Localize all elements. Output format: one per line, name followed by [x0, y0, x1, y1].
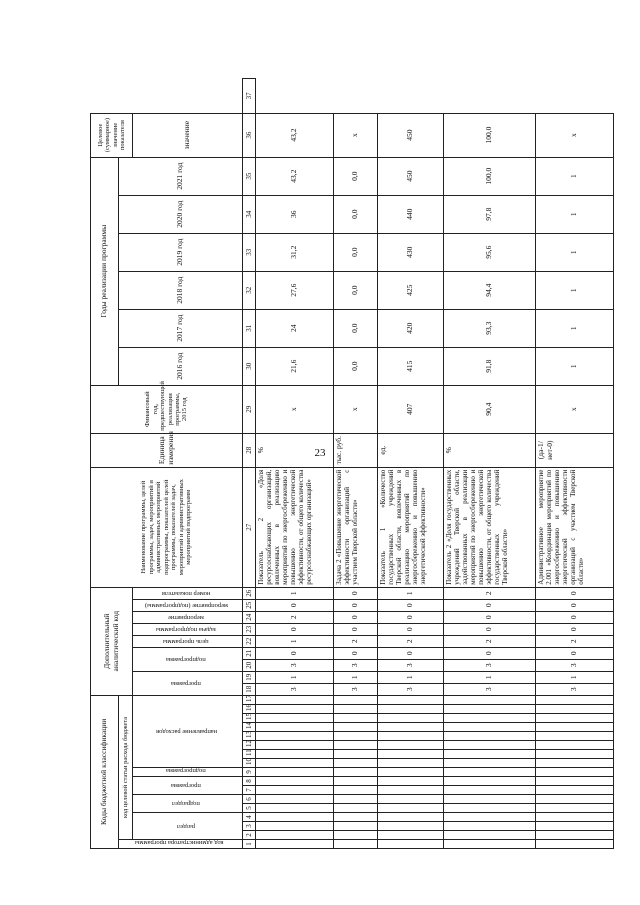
budget-code-cell — [378, 705, 444, 714]
rotated-table-area — [90, 78, 586, 849]
budget-code-cell — [444, 768, 536, 777]
col-number: 4 — [243, 813, 256, 822]
budget-code-cell — [256, 723, 334, 732]
budget-code-cell — [444, 750, 536, 759]
budget-code-cell — [256, 777, 334, 786]
fin-year-header: Финансовый год, предшествующий реализации программы, 2015 год — [91, 385, 243, 433]
analytic-code-cell: 1 — [256, 587, 334, 599]
analytic-code-cell: 3 — [444, 659, 536, 671]
row-fin-year: х — [334, 385, 378, 433]
analytic-code-cell: 0 — [536, 611, 614, 623]
budget-code-cell — [444, 741, 536, 750]
row-year-value: 0,0 — [334, 347, 378, 385]
budget-code-cell — [256, 695, 334, 704]
budget-code-cell — [334, 822, 378, 831]
budget-code-cell — [444, 723, 536, 732]
budget-code-cell — [444, 831, 536, 840]
subsection-header: подраздел — [172, 800, 201, 808]
row-target: 43,2 — [256, 113, 334, 157]
row-year-value: 1 — [536, 233, 614, 271]
budget-code-cell — [256, 741, 334, 750]
col-number: 5 — [243, 804, 256, 813]
budget-code-cell — [378, 768, 444, 777]
budget-code-cell — [334, 705, 378, 714]
name-column-header: Наименование программы, целей программы, задач, мероприятий и административных мероприятий подпрограммы, показателей целей программы, показателей задач, мероприятий и административных мероприятий подпрограмм — [91, 467, 243, 587]
table-row — [378, 79, 444, 849]
budget-code-cell — [334, 714, 378, 723]
analytic-code-cell: 0 — [444, 599, 536, 611]
row-year-value: 97,8 — [444, 195, 536, 233]
row-year-value: 430 — [378, 233, 444, 271]
row-unit: тыс. руб. — [334, 433, 378, 467]
col-number: 16 — [243, 705, 256, 714]
col-number: 13 — [243, 732, 256, 741]
row-fin-year: х — [536, 385, 614, 433]
col-number: 12 — [243, 741, 256, 750]
budget-code-cell — [444, 705, 536, 714]
budget-code-cell — [334, 768, 378, 777]
budget-code-cell — [378, 732, 444, 741]
budget-code-cell — [378, 695, 444, 704]
row-target: х — [334, 113, 378, 157]
row-unit: ед. — [378, 433, 444, 467]
budget-code-cell — [536, 768, 614, 777]
budget-code-cell — [256, 822, 334, 831]
row-unit: (да-1/нет-0) — [536, 433, 614, 467]
row-year-value: 450 — [378, 157, 444, 195]
budget-code-cell — [334, 804, 378, 813]
row-year-value: 420 — [378, 309, 444, 347]
analytic-code-cell: 3 — [536, 659, 614, 671]
budget-code-cell — [536, 705, 614, 714]
analytic-code-cell: 0 — [444, 647, 536, 659]
col-number: 26 — [243, 587, 256, 599]
budget-code-cell — [378, 840, 444, 849]
budget-code-cell — [378, 741, 444, 750]
budget-code-cell — [256, 732, 334, 741]
col-number: 15 — [243, 714, 256, 723]
analytic-code-cell: 1 — [536, 671, 614, 683]
analytic-code-cell: 2 — [378, 635, 444, 647]
budget-classification-header: Коды бюджетной классификации — [91, 695, 119, 848]
col-number: 17 — [243, 695, 256, 704]
budget-code-cell — [334, 741, 378, 750]
analytic-code-cell: 3 — [256, 659, 334, 671]
analytic-code-cell: 0 — [536, 623, 614, 635]
budget-code-cell — [444, 840, 536, 849]
row-fin-year: 90,4 — [444, 385, 536, 433]
budget-code-cell — [444, 695, 536, 704]
analytic-code-cell: 1 — [444, 671, 536, 683]
a-indicator-header: номер показателя — [161, 589, 211, 597]
analytic-code-cell: 1 — [256, 635, 334, 647]
budget-code-cell — [256, 813, 334, 822]
row-year-value: 1 — [536, 309, 614, 347]
analytic-code-cell: 0 — [378, 611, 444, 623]
analytic-code-cell: 0 — [536, 587, 614, 599]
a-event-sub-header: мероприятие (подпрограммы) — [144, 601, 228, 609]
row-year-value: 100,0 — [444, 157, 536, 195]
row-unit: % — [444, 433, 536, 467]
row-fin-year: х — [256, 385, 334, 433]
budget-code-cell — [334, 786, 378, 795]
row-year-value: 94,4 — [444, 271, 536, 309]
budget-code-cell — [256, 759, 334, 768]
row-year-value: 93,3 — [444, 309, 536, 347]
years-header: Годы реализации программы — [91, 157, 119, 385]
analytic-code-cell: 3 — [334, 659, 378, 671]
col-number: 19 — [243, 671, 256, 683]
col-number: 18 — [243, 683, 256, 695]
row-year-value: 0,0 — [334, 233, 378, 271]
budget-code-cell — [334, 759, 378, 768]
row-name: Административное мероприятие 2.001 «Координация мероприятий по энергосбережению и повышению энергетической эффективности организаций с участием Тверской области» — [536, 467, 614, 587]
row-name: Показатель 2 «Доля ресурсоснабжающих организаций, вовлеченных в реализацию мероприятий по энергосбережению и повышению энергетической эффективности, от общего количества ресурсоснабжающих организаций» — [256, 467, 334, 587]
col-number: 28 — [243, 433, 256, 467]
analytic-code-cell: 1 — [378, 587, 444, 599]
table-row — [334, 79, 378, 849]
budget-code-cell — [256, 714, 334, 723]
budget-code-cell — [378, 723, 444, 732]
budget-code-cell — [536, 741, 614, 750]
a-goal-header: цель программы — [163, 637, 209, 645]
year-2021-header: 2021 год — [119, 157, 243, 195]
budget-code-cell — [378, 759, 444, 768]
budget-code-cell — [536, 804, 614, 813]
row-year-value: 0,0 — [334, 309, 378, 347]
row-target: х — [536, 113, 614, 157]
budget-code-cell — [378, 804, 444, 813]
page-number: 23 — [314, 447, 326, 459]
analytic-code-cell: 3 — [256, 683, 334, 695]
row-year-value: 31,2 — [256, 233, 334, 271]
analytic-code-cell: 2 — [256, 611, 334, 623]
year-2018-header: 2018 год — [119, 271, 243, 309]
budget-code-cell — [256, 804, 334, 813]
row-year-value: 43,2 — [256, 157, 334, 195]
budget-code-cell — [536, 786, 614, 795]
rotated-table — [90, 78, 586, 849]
analytic-code-cell: 1 — [256, 671, 334, 683]
budget-code-cell — [378, 714, 444, 723]
analytic-code-cell: 0 — [378, 647, 444, 659]
row-year-value: 1 — [536, 157, 614, 195]
col-number: 3 — [243, 822, 256, 831]
analytic-code-cell: 0 — [256, 599, 334, 611]
col-number: 8 — [243, 777, 256, 786]
analytic-code-cell: 0 — [334, 623, 378, 635]
col-number: 32 — [243, 271, 256, 309]
analytic-code-cell: 3 — [378, 659, 444, 671]
col-number: 21 — [243, 647, 256, 659]
program-table — [90, 78, 614, 849]
col-number: 36 — [243, 113, 256, 157]
budget-code-cell — [334, 813, 378, 822]
row-unit: % — [256, 433, 334, 467]
table-body — [256, 79, 614, 849]
column-number-row — [243, 79, 256, 849]
budget-code-cell — [536, 732, 614, 741]
budget-code-cell — [256, 840, 334, 849]
analytic-code-cell: 3 — [378, 683, 444, 695]
program-header: программа — [171, 782, 202, 790]
col-number: 23 — [243, 623, 256, 635]
col-number: 22 — [243, 635, 256, 647]
budget-code-cell — [378, 786, 444, 795]
row-name: Показатель 1 «Количество государственных учреждений Тверской области, вовлеченных в реализацию мероприятий по энергосбережению и повышению энергетической эффективности» — [378, 467, 444, 587]
budget-code-cell — [378, 777, 444, 786]
budget-code-cell — [334, 723, 378, 732]
col-number: 1 — [243, 840, 256, 849]
col-number: 33 — [243, 233, 256, 271]
analytic-code-cell: 1 — [334, 671, 378, 683]
col-number: 14 — [243, 723, 256, 732]
year-2016-header: 2016 год — [119, 347, 243, 385]
col-number: 25 — [243, 599, 256, 611]
budget-code-cell — [444, 795, 536, 804]
row-name: Задача 2 «Повышение энергетической эффективности организаций с участием Тверской области» — [334, 467, 378, 587]
analytic-code-cell: 0 — [378, 623, 444, 635]
analytic-code-cell: 2 — [334, 635, 378, 647]
analytic-code-cell: 0 — [444, 611, 536, 623]
year-2019-header: 2019 год — [119, 233, 243, 271]
row-year-value: 27,6 — [256, 271, 334, 309]
budget-sub-header: код целевой статьи расхода бюджета — [119, 695, 133, 839]
unit-column-header: Единица измерения — [91, 433, 243, 467]
row-year-value: 415 — [378, 347, 444, 385]
analytic-code-cell: 0 — [334, 647, 378, 659]
budget-code-cell — [536, 813, 614, 822]
budget-code-cell — [378, 750, 444, 759]
row-fin-year: 407 — [378, 385, 444, 433]
analytic-code-cell: 0 — [444, 623, 536, 635]
analytic-code-cell: 3 — [334, 683, 378, 695]
row-name: Показатель 2 «Доля государственных учреждений Тверской области, задействованных в реализации мероприятий по энергосбережению и повышению энергетической эффективности, от общего количества государственных учреждений Тверской области» — [444, 467, 536, 587]
table-row — [536, 79, 614, 849]
year-2020-header: 2020 год — [119, 195, 243, 233]
col-number: 20 — [243, 659, 256, 671]
row-year-value: 0,0 — [334, 157, 378, 195]
row-target: 450 — [378, 113, 444, 157]
expense-direction-header: направление расходов — [155, 728, 217, 736]
budget-code-cell — [378, 795, 444, 804]
budget-code-cell — [334, 831, 378, 840]
budget-code-cell — [444, 813, 536, 822]
table-row — [256, 79, 334, 849]
col-number: 11 — [243, 750, 256, 759]
col-number: 10 — [243, 759, 256, 768]
col-number: 27 — [243, 467, 256, 587]
analytic-code-cell: 0 — [334, 599, 378, 611]
col-number: 34 — [243, 195, 256, 233]
analytic-code-cell: 0 — [536, 647, 614, 659]
row-year-value: 440 — [378, 195, 444, 233]
budget-code-cell — [444, 786, 536, 795]
target-value-header: значение — [133, 113, 243, 157]
col-number: 2 — [243, 831, 256, 840]
budget-code-cell — [334, 795, 378, 804]
budget-code-cell — [256, 795, 334, 804]
year-2017-header: 2017 год — [119, 309, 243, 347]
col-number: 6 — [243, 795, 256, 804]
analytics-code-header: Дополнительный аналитический код — [91, 587, 133, 695]
budget-code-cell — [536, 750, 614, 759]
budget-code-cell — [334, 750, 378, 759]
budget-code-cell — [256, 768, 334, 777]
budget-code-cell — [334, 695, 378, 704]
col-number: 31 — [243, 309, 256, 347]
analytic-code-cell: 0 — [334, 611, 378, 623]
budget-code-cell — [536, 831, 614, 840]
row-year-value: 0,0 — [334, 271, 378, 309]
analytic-code-cell: 2 — [444, 587, 536, 599]
budget-code-cell — [256, 750, 334, 759]
row-year-value: 24 — [256, 309, 334, 347]
analytic-code-cell: 2 — [444, 635, 536, 647]
analytic-code-cell: 0 — [256, 647, 334, 659]
admin-code-header: код администратора программы — [134, 839, 224, 846]
budget-code-cell — [536, 822, 614, 831]
row-year-value: 0,0 — [334, 195, 378, 233]
budget-code-cell — [536, 695, 614, 704]
table-row — [444, 79, 536, 849]
budget-code-cell — [444, 714, 536, 723]
row-year-value: 1 — [536, 195, 614, 233]
row-year-value: 1 — [536, 347, 614, 385]
row-year-value: 1 — [536, 271, 614, 309]
budget-code-cell — [536, 840, 614, 849]
target-header: Целевое (суммарное) значение показателя — [91, 113, 133, 157]
budget-code-cell — [536, 714, 614, 723]
budget-code-cell — [536, 777, 614, 786]
col-number: 9 — [243, 768, 256, 777]
budget-code-cell — [334, 732, 378, 741]
budget-code-cell — [256, 786, 334, 795]
section-header: раздел — [177, 822, 196, 830]
col-number: 24 — [243, 611, 256, 623]
subprogram-header: подпрограмма — [166, 767, 207, 774]
budget-code-cell — [378, 822, 444, 831]
budget-code-cell — [536, 759, 614, 768]
analytic-code-cell: 0 — [256, 623, 334, 635]
budget-code-cell — [444, 822, 536, 831]
budget-code-cell — [444, 759, 536, 768]
analytic-code-cell: 3 — [444, 683, 536, 695]
budget-code-cell — [378, 831, 444, 840]
budget-code-cell — [334, 777, 378, 786]
budget-code-cell — [334, 840, 378, 849]
budget-code-cell — [256, 705, 334, 714]
row-year-value: 425 — [378, 271, 444, 309]
a-event-header: мероприятие — [168, 613, 205, 621]
col-number: 7 — [243, 786, 256, 795]
analytic-code-cell: 2 — [536, 635, 614, 647]
budget-code-cell — [256, 831, 334, 840]
analytic-code-cell: 0 — [378, 599, 444, 611]
budget-code-cell — [536, 723, 614, 732]
budget-code-cell — [536, 795, 614, 804]
row-year-value: 21,6 — [256, 347, 334, 385]
budget-code-cell — [444, 804, 536, 813]
budget-code-cell — [444, 732, 536, 741]
a-subprogram-header: подпрограмма — [166, 656, 207, 664]
col-number: 29 — [243, 385, 256, 433]
budget-code-cell — [444, 777, 536, 786]
col-number: 35 — [243, 157, 256, 195]
row-target: 100,0 — [444, 113, 536, 157]
col-number: 30 — [243, 347, 256, 385]
analytic-code-cell: 0 — [334, 587, 378, 599]
row-year-value: 36 — [256, 195, 334, 233]
row-year-value: 95,6 — [444, 233, 536, 271]
a-task-header: задача подпрограммы — [155, 625, 217, 633]
budget-code-cell — [378, 813, 444, 822]
analytic-code-cell: 1 — [378, 671, 444, 683]
analytic-code-cell: 3 — [536, 683, 614, 695]
analytic-code-cell: 0 — [536, 599, 614, 611]
row-year-value: 91,8 — [444, 347, 536, 385]
col-number: 37 — [243, 79, 256, 114]
a-program-header: программа — [171, 680, 202, 688]
